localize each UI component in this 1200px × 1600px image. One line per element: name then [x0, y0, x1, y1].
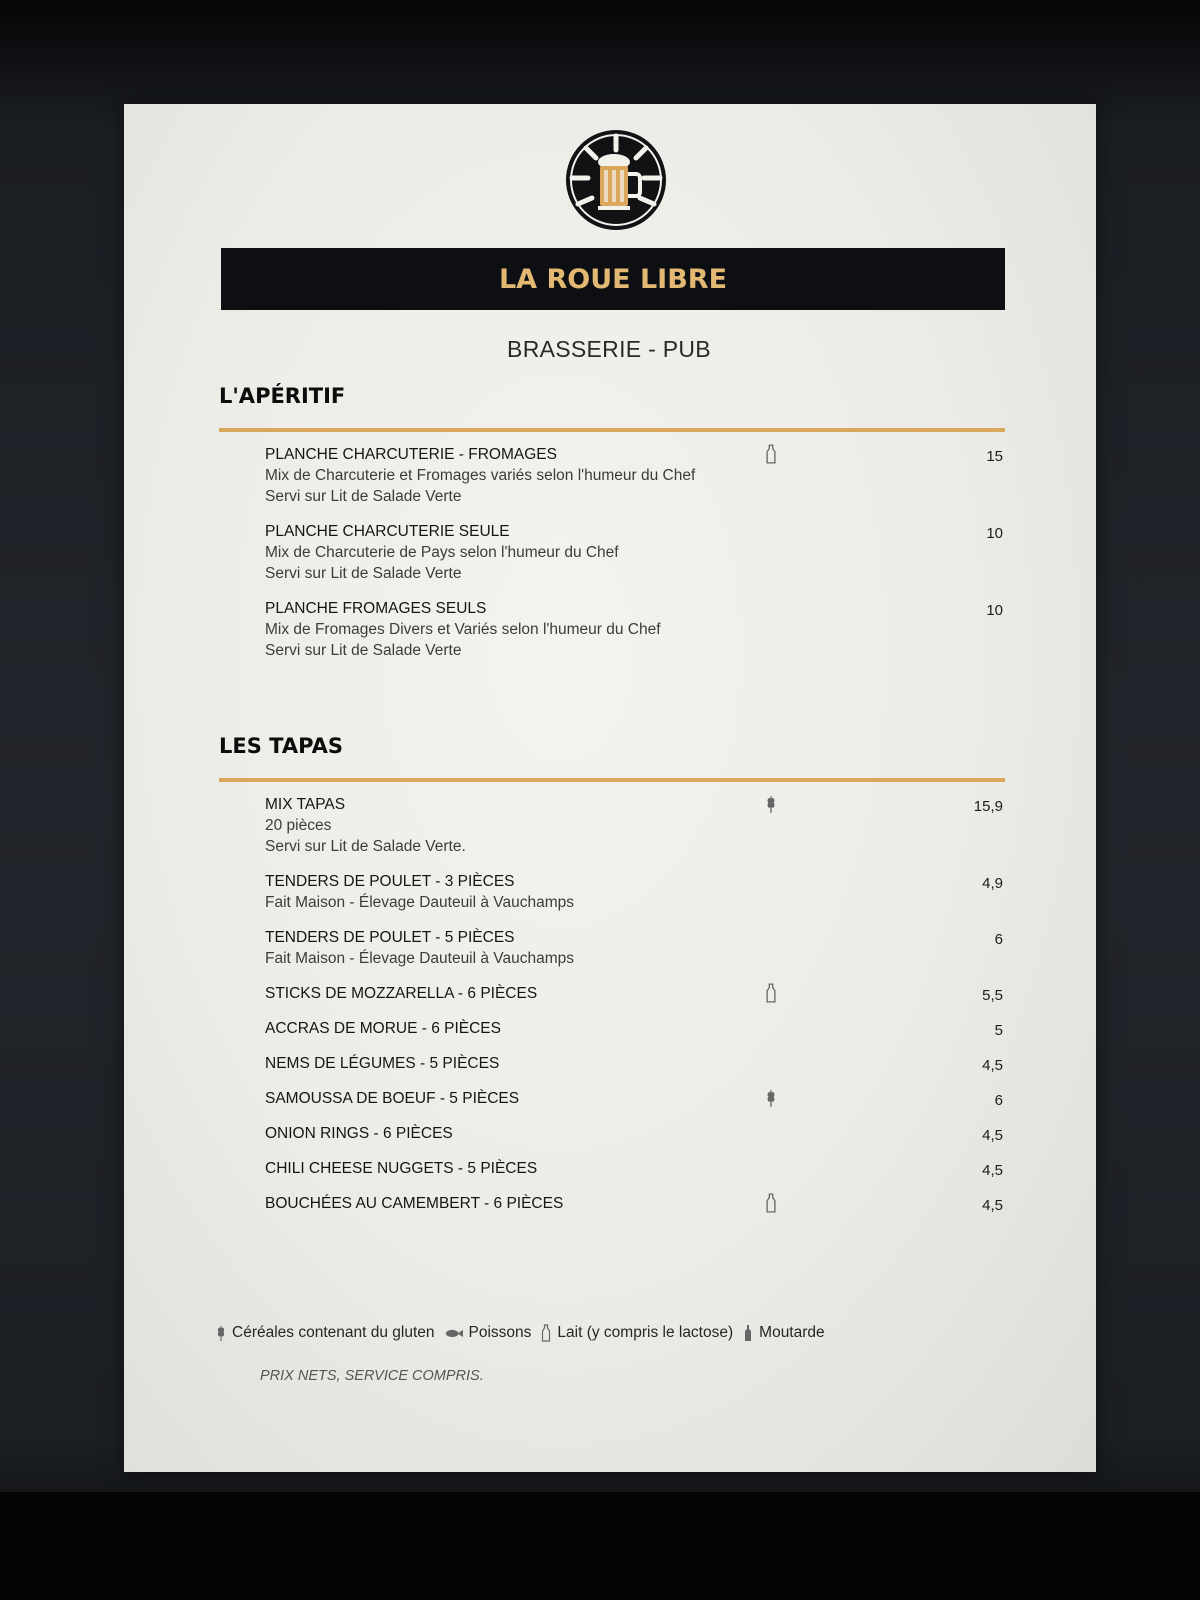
menu-item: [265, 1158, 1003, 1179]
legend-item: [541, 1324, 733, 1342]
wheat-icon: [765, 1088, 777, 1108]
menu-item-description: Mix de Charcuterie et Fromages variés selon l'humeur du Chef: [265, 467, 696, 484]
menu-item: [265, 871, 1003, 913]
legend-item: [216, 1324, 435, 1342]
menu-item-description: Fait Maison - Élevage Dauteuil à Vauchamps: [265, 894, 575, 911]
menu-item-name: BOUCHÉES AU CAMEMBERT - 6 PIÈCES: [265, 1195, 564, 1212]
menu-item-price: 4,5: [982, 1162, 1003, 1179]
menu-item-name: ACCRAS DE MORUE - 6 PIÈCES: [265, 1020, 501, 1037]
section-tapas: [219, 734, 1005, 1228]
photo-bottom-shadow: [0, 1492, 1200, 1600]
menu-item-price: 5: [994, 1022, 1003, 1039]
restaurant-name: LA ROUE LIBRE: [498, 263, 728, 295]
wheat-icon: [216, 1324, 226, 1342]
menu-item-name: TENDERS DE POULET - 3 PIÈCES: [265, 873, 515, 890]
menu-item-price: 10: [986, 602, 1003, 619]
menu-item-description: Mix de Fromages Divers et Variés selon l'humeur du Chef: [265, 621, 661, 638]
menu-item-description: Servi sur Lit de Salade Verte.: [265, 838, 466, 855]
milk-bottle-icon: [541, 1324, 551, 1342]
menu-item-description: 20 pièces: [265, 817, 332, 834]
title-banner: [221, 248, 1005, 310]
menu-item-name: ONION RINGS - 6 PIÈCES: [265, 1125, 453, 1142]
menu-item-name: SAMOUSSA DE BOEUF - 5 PIÈCES: [265, 1090, 520, 1107]
menu-item-price: 4,5: [982, 1057, 1003, 1074]
section-aperitif: [219, 384, 1005, 675]
menu-item-name: PLANCHE CHARCUTERIE SEULE: [265, 523, 510, 540]
menu-item-price: 6: [994, 931, 1003, 948]
section-items: [219, 444, 1005, 661]
allergen-legend: [216, 1324, 835, 1342]
menu-item-price: 4,5: [982, 1197, 1003, 1214]
menu-item-name: TENDERS DE POULET - 5 PIÈCES: [265, 929, 515, 946]
section-divider: [219, 778, 1005, 782]
menu-item: [265, 598, 1003, 661]
menu-item-description: Servi sur Lit de Salade Verte: [265, 565, 462, 582]
section-title: L'APÉRITIF: [219, 384, 346, 408]
menu-item-price: 5,5: [982, 987, 1003, 1004]
menu-item-price: 6: [994, 1092, 1003, 1109]
menu-item: [265, 983, 1003, 1004]
menu-item: [265, 1018, 1003, 1039]
menu-item: [265, 1088, 1003, 1109]
menu-item-description: Servi sur Lit de Salade Verte: [265, 642, 462, 659]
menu-item-price: 15,9: [973, 798, 1003, 815]
menu-item: [265, 794, 1003, 857]
legend-label: Poissons: [468, 1324, 532, 1341]
menu-item: [265, 521, 1003, 584]
menu-item-name: CHILI CHEESE NUGGETS - 5 PIÈCES: [265, 1160, 538, 1177]
fish-icon: [445, 1328, 463, 1339]
price-note: PRIX NETS, SERVICE COMPRIS.: [260, 1368, 484, 1384]
menu-item: [265, 927, 1003, 969]
legend-label: Moutarde: [759, 1324, 825, 1341]
milk-bottle-icon: [765, 444, 777, 464]
menu-item-description: Mix de Charcuterie de Pays selon l'humeur du Chef: [265, 544, 619, 561]
legend-item: [743, 1324, 824, 1342]
mustard-bottle-icon: [743, 1324, 753, 1342]
restaurant-subtitle: BRASSERIE - PUB: [507, 336, 711, 362]
menu-item-name: PLANCHE FROMAGES SEULS: [265, 600, 487, 617]
legend-item: [445, 1324, 532, 1342]
legend-label: Lait (y compris le lactose): [557, 1324, 734, 1341]
menu-item-price: 15: [986, 448, 1003, 465]
menu-item: [265, 1123, 1003, 1144]
menu-item: [265, 444, 1003, 507]
menu-item-name: MIX TAPAS: [265, 796, 346, 813]
section-items: [219, 794, 1005, 1214]
menu-item: [265, 1193, 1003, 1214]
wheat-icon: [765, 794, 777, 814]
menu-item-price: 10: [986, 525, 1003, 542]
legend-label: Céréales contenant du gluten: [232, 1324, 435, 1341]
beer-mug-wheel-icon: [564, 128, 668, 232]
section-title: LES TAPAS: [219, 734, 343, 758]
menu-page: [124, 104, 1096, 1472]
milk-bottle-icon: [765, 1193, 777, 1213]
menu-item-description: Fait Maison - Élevage Dauteuil à Vauchamps: [265, 950, 575, 967]
menu-item-name: STICKS DE MOZZARELLA - 6 PIÈCES: [265, 985, 538, 1002]
menu-item-name: PLANCHE CHARCUTERIE - FROMAGES: [265, 446, 557, 463]
menu-item-description: Servi sur Lit de Salade Verte: [265, 488, 462, 505]
menu-item-price: 4,5: [982, 1127, 1003, 1144]
milk-bottle-icon: [765, 983, 777, 1003]
menu-item-price: 4,9: [982, 875, 1003, 892]
menu-item: [265, 1053, 1003, 1074]
section-divider: [219, 428, 1005, 432]
menu-item-name: NEMS DE LÉGUMES - 5 PIÈCES: [265, 1055, 500, 1072]
